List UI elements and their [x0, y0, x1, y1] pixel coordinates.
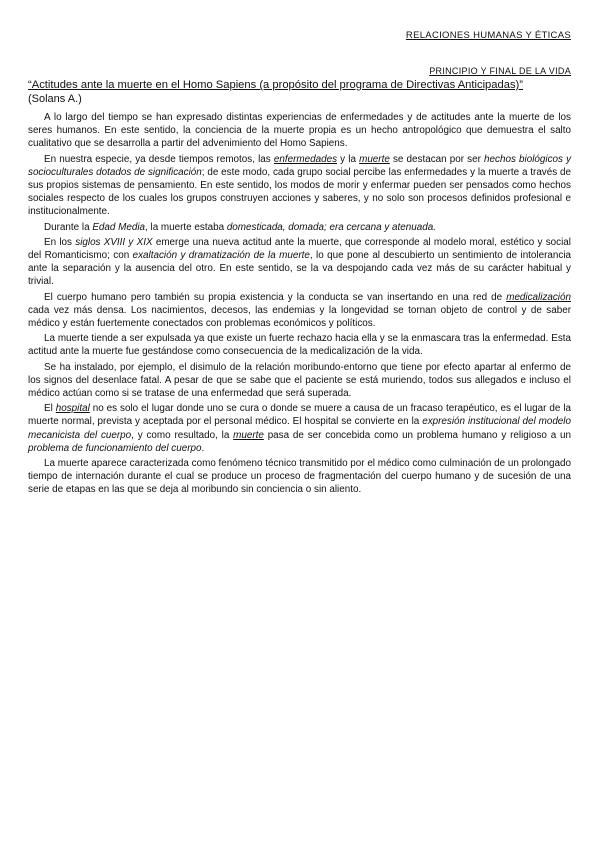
paragraph-4: En los siglos XVIII y XIX emerge una nueva actitud ante la muerte, que corresponde al modelo moral, estético y social del Romanticismo; con exaltación y dramatización de la muerte, lo que pone al descubierto un sentimiento de intolerancia ante la separación y la ausencia del otro. En este sentido, se la va despojando cada vez más de su carácter habitual y trivial. — [28, 236, 571, 288]
paragraph-6: La muerte tiende a ser expulsada ya que existe un fuerte rechazo hacia ella y se la enmascara tras la enfermedad. Esta actitud ante la muerte fue gestándose como consecuencia de la medicalización de la vida. — [28, 333, 571, 358]
paragraph-8: El hospital no es solo el lugar donde uno se cura o donde se muere a causa de un fracaso terapéutico, es el lugar de la muerte normal, prevista y aceptada por el personal médico. El hospital se convierte en la expresión institucional del modelo mecanicista del cuerpo, y como resultado, la muerte pasa de ser concebida como un problema humano y religioso a un problema de funcionamiento del cuerpo. — [28, 403, 571, 454]
paragraph-7: Se ha instalado, por ejemplo, el disimulo de la relación moribundo-entorno que tiene por efecto apartar al enfermo de los signos del desenlace fatal. A pesar de que se sabe que el paciente se está muriendo, todos sus allegados e incluso el médico actúan como si se tratase de una enfermedad que será superada. — [28, 361, 571, 400]
term-medicalizacion: medicalización — [506, 291, 571, 303]
emphasis-expresion: expresión institucional del modelo mecanicista del cuerpo — [28, 416, 571, 441]
emphasis-edad-media: Edad Media — [92, 221, 146, 233]
document-author: (Solans A.) — [28, 93, 82, 105]
emphasis-domesticada: domesticada, domada; era cercana y atenuada. — [226, 221, 436, 233]
term-enfermedades: enfermedades — [273, 153, 338, 165]
emphasis-siglos: siglos XVIII y XIX — [75, 236, 153, 248]
emphasis-hechos: hechos biológicos y socioculturales dotados de significación — [28, 153, 572, 178]
paragraph-3: Durante la Edad Media, la muerte estaba domesticada, domada; era cercana y atenuada. — [44, 221, 436, 233]
term-muerte: muerte — [359, 153, 390, 165]
paragraph-2: En nuestra especie, ya desde tiempos remotos, las enfermedades y la muerte se destacan por ser hechos biológicos y socioculturales dotados de significación; de este modo, cada grupo social percibe las enfermedades y la muerte a través de sus propios sistemas de pensamiento. En este sentido, los modos de morir y enfermar pueden ser pensados como hechos sociales respecto de los cuales los grupos construyen acciones y saberes, y no solo son procesos definidos profesional e institucionalmente. — [28, 153, 572, 218]
paragraph-1: A lo largo del tiempo se han expresado distintas experiencias de enfermedades y de actitudes ante la muerte de los seres humanos. En este sentido, la conciencia de la muerte propia es un hecho antropológico que demuestra el salto cualitativo que se desarrolla a partir del advenimiento del Homo Sapiens. — [28, 112, 571, 150]
term-muerte-2: muerte — [233, 429, 264, 441]
document-title: “Actitudes ante la muerte en el Homo Sapiens (a propósito del programa de Directivas Anticipadas)” — [28, 79, 523, 91]
course-header: RELACIONES HUMANAS Y ÉTICAS — [405, 30, 571, 41]
document-page — [28, 30, 571, 499]
emphasis-exaltacion: exaltación y dramatización de la muerte — [132, 250, 310, 262]
term-hospital: hospital — [55, 403, 90, 415]
paragraph-9: La muerte aparece caracterizada como fenómeno técnico transmitido por el médico como culminación de un prolongado tiempo de internación durante el cual se produce un proceso de fragmentación del cuerpo humano y de sucesión de una serie de etapas en las que se deja al moribundo sin conciencia o sin aliento. — [28, 458, 571, 496]
paragraph-5: El cuerpo humano pero también su propia existencia y la conducta se van insertando en una red de medicalización cada vez más densa. Los nacimientos, decesos, las endemias y la longevidad se tornan objeto de control y de saber médico y están fuertemente conectados con problemas económicos y políticos. — [28, 291, 571, 330]
section-header: PRINCIPIO Y FINAL DE LA VIDA — [429, 66, 571, 76]
emphasis-problema: problema de funcionamiento del cuerpo — [28, 442, 202, 454]
